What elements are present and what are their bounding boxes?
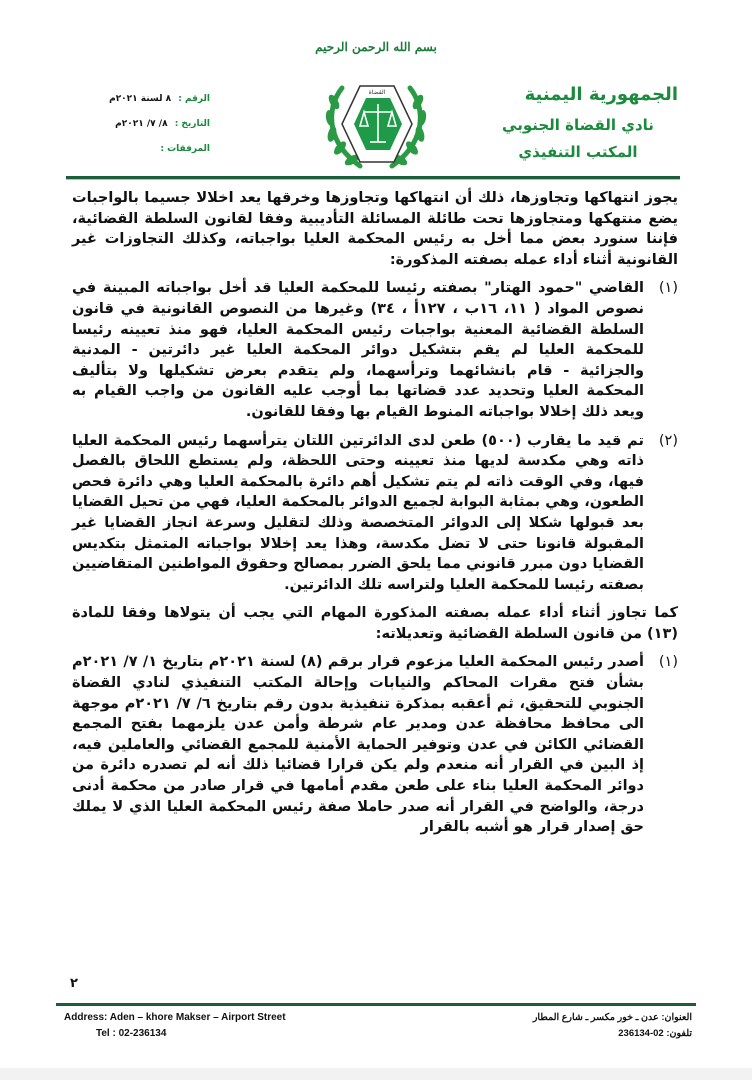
footer-english bbox=[64, 1010, 286, 1042]
tel-en: Tel : 02-236134 bbox=[96, 1028, 167, 1039]
address-en: Address: Aden – khore Makser – Airport Street bbox=[64, 1012, 286, 1023]
footer-arabic bbox=[533, 1010, 692, 1042]
header-divider bbox=[66, 176, 680, 180]
list-item bbox=[72, 431, 678, 596]
letter-meta bbox=[100, 92, 210, 167]
letterhead-org bbox=[478, 82, 678, 164]
org-country: الجمهورية اليمنية bbox=[524, 84, 678, 105]
list-item bbox=[72, 278, 678, 422]
svg-text:القضاة: القضاة bbox=[368, 89, 386, 96]
transition-paragraph: كما تجاوز أثناء أداء عمله بصفته المذكورة المهام التي يجب أن يتولاها وفقا للمادة (١٣) من قانون السلطة القضائية وتعديلاته: bbox=[72, 605, 678, 642]
org-office: المكتب التنفيذي bbox=[518, 143, 638, 161]
item-text: القاضي "حمود الهتار" بصفته رئيسا للمحكمة العليا قد أخل بواجباته المبينة في نصوص المواد ( ١١، ١٦ب ، ١٢٧أ ، ٣٤) وغيرها من النصوص القانونية في قانون السلطة القضائية المعنية بواجبات رئيس المحكمة العليا، فهو منذ تعيينه رئيسا للمحكمة العليا لم يقم بتشكيل دوائر المحكمة العليا غير دائرتين - المدنية والجزائية - قام بانشائهما وترأسهما، ولم يتقدم بعرض تشكيلها ولا بتأليف المحكمة العليا وتحديد عدد قضاتها بما أوجب عليه القانون من واجب القيام به ويعد ذلك إخلالا بواجباته المنوط القيام بها وفقا للقانون. bbox=[72, 280, 644, 420]
letter-body bbox=[72, 188, 678, 838]
page-bottom-edge bbox=[0, 1068, 752, 1080]
address-ar: العنوان: عدن ـ خور مكسر ـ شارع المطار bbox=[532, 1012, 692, 1023]
list-item bbox=[72, 652, 678, 837]
footer-divider bbox=[56, 1003, 696, 1006]
item-number: (٢) bbox=[658, 432, 678, 449]
intro-paragraph: يجوز انتهاكها وتجاوزها، ذلك أن انتهاكها وتجاوزها وخرقها يعد اخلالا جسيما بالواجبات يضع منتهكها ومتجاوزها تحت طائلة المسائلة التأديبية وفقا لقانون السلطة القضائية، فإننا سنورد بعض مما أخل به رئيس المحكمة العليا بواجباته، وكذلك التجاوزات غير القانونية أثناء أداء عمله بصفته المذكورة: bbox=[72, 190, 678, 268]
item-text: تم قيد ما يقارب (٥٠٠) طعن لدى الدائرتين اللتان يترأسهما رئيس المحكمة العليا ذاته وهي مكدسة لديها منذ تعيينه وحتى اللحظة، ولم يستطع اللحاق بالفصل فيها، وفي الوقت ذاته لم يتم تشكيل أهم دائرة بالمحكمة العليا وهي دائرة فحص الطعون، وهي بمثابة البوابة لجميع الدوائر بالمحكمة العليا، فهي من تحيل القضايا بعد قبولها شكلا إلى الدوائر المتخصصة وذلك لتقليل وسرعة انجاز القضايا غير المقبولة قانونا حتى لا تضل مكدسة، وهذا يعد إخلالا بواجباته المتمثل بتكديس القضايا دون مبرر قانوني مما يلحق الضرر بمصالح وحقوق المواطنين المتقاضيين بصفته رئيسا للمحكمة العليا ولتراسه تلك الدائرتين. bbox=[72, 432, 644, 593]
basmala: بسم الله الرحمن الرحيم bbox=[315, 40, 437, 54]
org-name: نادي القضاة الجنوبي bbox=[502, 116, 654, 134]
reference-number: الرقم : ٨ لسنة ٢٠٢١م bbox=[109, 94, 210, 104]
page-number: ٢ bbox=[70, 976, 78, 991]
tel-ar: تلفون: 02-236134 bbox=[618, 1028, 692, 1039]
item-text: أصدر رئيس المحكمة العليا مزعوم قرار برقم (٨) لسنة ٢٠٢١م بتاريخ ١/ ٧/ ٢٠٢١م بشأن فتح مقرات المحاكم والنيابات وإحالة المكتب التنفيذي لنادي القضاة الجنوبي للتحقيق، ثم أعقبه بمذكرة تنفيذية بدون رقم بتاريخ ٦/ ٧/ ٢٠٢١م موجهة الى محافظ محافظة عدن ومدير عام شرطة وأمن عدن يلزمهما بفتح المجمع القضائي الكائن في عدن وتوفير الحماية الأمنية للمجمع القضائي والعاملين فيه، إذ البين في القرار أنه منعدم ولم يكن قرارا قضائيا ذلك أنه لم تصدره دائرة من دوائر المحكمة العليا بناء على طعن مقدم أمامها في قرار صادر من محكمة أدنى درجة، والواضح في القرار أنه صدر حاملا صفة رئيس المحكمة العليا الذي لا يملك حق إصدار قرار هو أشبه بالقرار bbox=[72, 654, 644, 836]
item-number: (١) bbox=[658, 654, 678, 671]
attachments: المرفقات : bbox=[160, 144, 210, 154]
judges-club-emblem-icon bbox=[320, 80, 432, 172]
item-number: (١) bbox=[658, 280, 678, 297]
letter-date: التاريخ : ٨/ ٧/ ٢٠٢١م bbox=[115, 119, 210, 129]
